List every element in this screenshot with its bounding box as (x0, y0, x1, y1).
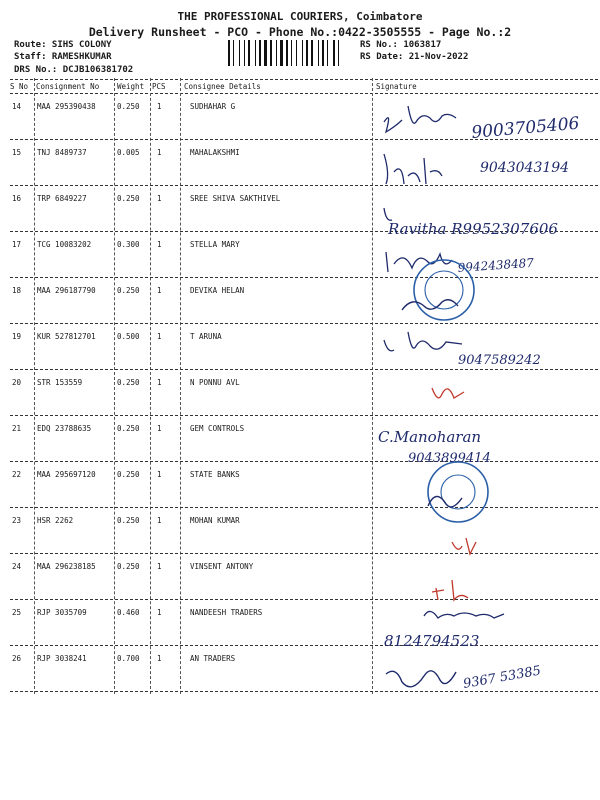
handwritten-phone: 9367 53385 (462, 663, 543, 692)
col-header-pcs: PCS (152, 82, 166, 91)
consignee-cell: STELLA MARY (190, 240, 240, 249)
weight-cell: 0.500 (117, 332, 140, 341)
col-header-consignment: Consignment No (36, 82, 100, 91)
consignment-cell: MAA 295697120 (37, 470, 96, 479)
consignment-cell: RJP 3035709 (37, 608, 87, 617)
col-header-weight: Weight (117, 82, 145, 91)
route-label: Route: SIHS COLONY (14, 40, 112, 50)
weight-cell: 0.250 (117, 378, 140, 387)
weight-cell: 0.250 (117, 470, 140, 479)
pcs-cell: 1 (157, 608, 162, 617)
pcs-cell: 1 (157, 332, 162, 341)
runsheet-subtitle: Delivery Runsheet - PCO - Phone No.:0422-3505555 - Page No.:2 (88, 25, 512, 39)
barcode-bar (296, 40, 297, 66)
signature-scribble (386, 671, 456, 687)
barcode-bar (228, 40, 230, 66)
consignee-cell: STATE BANKS (190, 470, 240, 479)
consignee-cell: N PONNU AVL (190, 378, 240, 387)
barcode-bar (255, 40, 256, 66)
consignee-cell: SREE SHIVA SAKTHIVEL (190, 194, 281, 203)
barcode-bar (306, 40, 308, 66)
sno-cell: 15 (12, 148, 22, 157)
pcs-cell: 1 (157, 562, 162, 571)
sno-cell: 19 (12, 332, 22, 341)
weight-cell: 0.250 (117, 516, 140, 525)
signature-scribble (386, 252, 452, 272)
consignee-cell: AN TRADERS (190, 654, 236, 663)
signature-scribble (384, 106, 456, 132)
sno-cell: 22 (12, 470, 22, 479)
column-divider (114, 78, 115, 694)
sno-cell: 23 (12, 516, 22, 525)
consignee-cell: T ARUNA (190, 332, 222, 341)
pcs-cell: 1 (157, 470, 162, 479)
barcode-bar (233, 40, 234, 66)
sno-cell: 24 (12, 562, 22, 571)
barcode-bar (239, 40, 240, 66)
handwritten-phone: 9043899414 (408, 451, 491, 466)
handwritten-name: C.Manoharan (378, 428, 482, 446)
col-header-consignee: Consignee Details (184, 82, 261, 91)
column-divider (180, 78, 181, 694)
pcs-cell: 1 (157, 194, 162, 203)
barcode-bar (286, 40, 288, 66)
weight-cell: 0.005 (117, 148, 140, 157)
signature-scribble-red (432, 388, 464, 398)
pcs-cell: 1 (157, 148, 162, 157)
sno-cell: 20 (12, 378, 22, 387)
weight-cell: 0.250 (117, 286, 140, 295)
barcode-bar (264, 40, 267, 66)
signature-scribble (384, 332, 462, 351)
column-divider (34, 78, 35, 694)
pcs-cell: 1 (157, 424, 162, 433)
barcode-bar (333, 40, 335, 66)
sno-cell: 25 (12, 608, 22, 617)
weight-cell: 0.250 (117, 562, 140, 571)
pcs-cell: 1 (157, 378, 162, 387)
signature-scribble (384, 154, 442, 184)
weight-cell: 0.460 (117, 608, 140, 617)
consignee-cell: NANDEESH TRADERS (190, 608, 263, 617)
barcode-bar (248, 40, 250, 66)
pcs-cell: 1 (157, 516, 162, 525)
company-title: THE PROFESSIONAL COURIERS, Coimbatore (177, 10, 423, 23)
signature-scribble (384, 208, 392, 220)
consignee-cell: MAHALAKSHMI (190, 148, 240, 157)
handwritten-phone: 9043043194 (480, 160, 570, 176)
consignee-cell: GEM CONTROLS (190, 424, 245, 433)
col-header-sno: S No (10, 82, 29, 91)
pcs-cell: 1 (157, 102, 162, 111)
drs-label: DRS No.: DCJB106381702 (14, 65, 134, 75)
consignment-cell: KUR 527812701 (37, 332, 96, 341)
consignee-cell: MOHAN KUMAR (190, 516, 240, 525)
consignment-cell: TRP 6849227 (37, 194, 87, 203)
handwritten-phone: 9003705406 (470, 113, 581, 143)
barcode-bar (311, 40, 313, 66)
consignment-cell: HSR 2262 (37, 516, 74, 525)
bank-stamp (428, 462, 488, 522)
consignment-cell: MAA 296187790 (37, 286, 96, 295)
consignment-cell: STR 153559 (37, 378, 83, 387)
signature-scribble (428, 496, 462, 506)
barcode-bar (327, 40, 328, 66)
weight-cell: 0.250 (117, 424, 140, 433)
pcs-cell: 1 (157, 240, 162, 249)
barcode-bar (338, 40, 339, 66)
barcode-bar (302, 40, 303, 66)
consignment-cell: TCG 10083202 (37, 240, 92, 249)
sno-cell: 16 (12, 194, 22, 203)
company-stamp (414, 260, 474, 320)
weight-cell: 0.300 (117, 240, 140, 249)
rs-number: RS No.: 1063817 (360, 40, 442, 50)
barcode-bar (270, 40, 272, 66)
pcs-cell: 1 (157, 286, 162, 295)
barcode-bar (280, 40, 283, 66)
signature-column (372, 92, 598, 702)
sno-cell: 18 (12, 286, 22, 295)
consignee-cell: DEVIKA HELAN (190, 286, 245, 295)
barcode-bar (318, 40, 319, 66)
handwritten-phone: 9047589242 (458, 353, 541, 368)
rs-date: RS Date: 21-Nov-2022 (360, 52, 469, 62)
signature-scribble-red (452, 538, 476, 554)
barcode (228, 40, 354, 66)
sno-cell: 26 (12, 654, 22, 663)
consignment-cell: MAA 296238185 (37, 562, 96, 571)
weight-cell: 0.700 (117, 654, 140, 663)
signature-scribble-red (432, 580, 468, 600)
barcode-bar (276, 40, 277, 66)
consignee-cell: SUDHAHAR G (190, 102, 236, 111)
consignment-cell: EDQ 23788635 (37, 424, 92, 433)
handwritten-phone: 8124794523 (384, 632, 480, 650)
column-divider (150, 78, 151, 694)
pcs-cell: 1 (157, 654, 162, 663)
sno-cell: 14 (12, 102, 22, 111)
col-header-signature: Signature (376, 82, 417, 91)
handwritten-name-phone: Ravitha R9952307606 (388, 220, 558, 238)
staff-label: Staff: RAMESHKUMAR (14, 52, 112, 62)
barcode-bar (291, 40, 292, 66)
barcode-bar (322, 40, 324, 66)
consignee-cell: VINSENT ANTONY (190, 562, 254, 571)
signature-scribble (424, 611, 504, 618)
header-top-rule (10, 79, 598, 80)
weight-cell: 0.250 (117, 194, 140, 203)
handwritten-phone: 9942438487 (457, 255, 535, 275)
weight-cell: 0.250 (117, 102, 140, 111)
consignment-cell: RJP 3038241 (37, 654, 87, 663)
sno-cell: 17 (12, 240, 22, 249)
barcode-bar (244, 40, 245, 66)
consignment-cell: MAA 295390438 (37, 102, 96, 111)
company-stamp-inner (425, 271, 463, 309)
consignment-cell: TNJ 8489737 (37, 148, 87, 157)
barcode-bar (259, 40, 261, 66)
sno-cell: 21 (12, 424, 22, 433)
